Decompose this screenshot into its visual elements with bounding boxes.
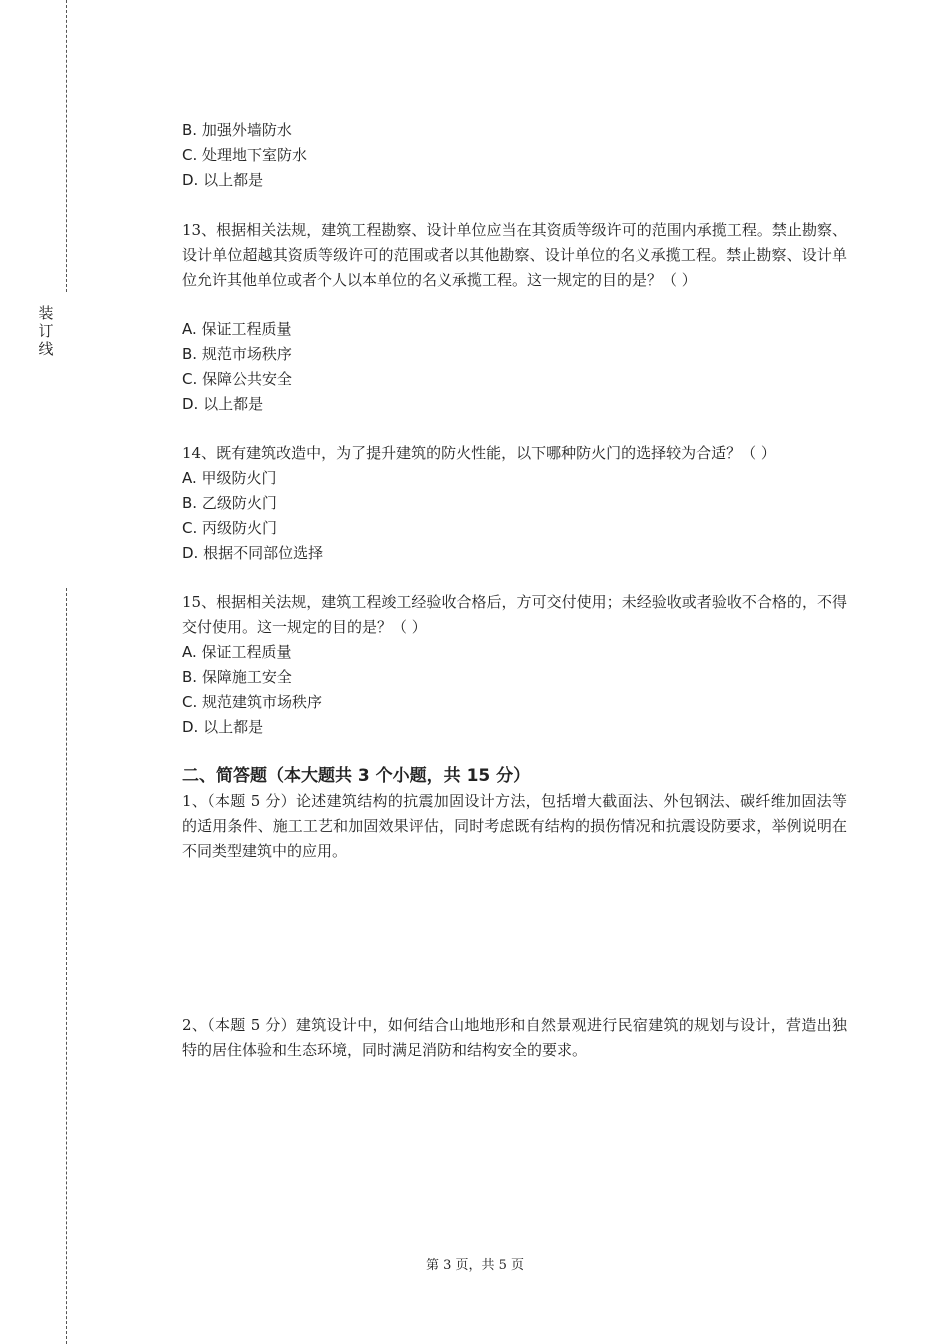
q12-option-d: D. 以上都是 xyxy=(182,171,264,189)
q15-option-c: C. 规范建筑市场秩序 xyxy=(182,693,323,711)
binding-line-bottom xyxy=(66,588,67,1344)
q12-option-b: B. 加强外墙防水 xyxy=(182,121,292,139)
binding-char: 装 xyxy=(38,304,54,322)
q13-option-a: A. 保证工程质量 xyxy=(182,320,292,338)
short-answer-q1: 1、（本题 5 分）论述建筑结构的抗震加固设计方法，包括增大截面法、外包钢法、碳纤维加固法等的适用条件、施工工艺和加固效果评估，同时考虑既有结构的损伤情况和抗震设防要求，举例说明在不同类型建筑中的应用。 xyxy=(182,792,847,860)
page-number: 第 3 页，共 5 页 xyxy=(425,1258,525,1273)
q13-option-d: D. 以上都是 xyxy=(182,395,264,413)
q13-text: 13、根据相关法规，建筑工程勘察、设计单位应当在其资质等级许可的范围内承揽工程。禁止勘察、设计单位超越其资质等级许可的范围或者以其他勘察、设计单位的名义承揽工程。禁止勘察、设计单位允许其他单位或者个人以本单位的名义承揽工程。这一规定的目的是？（ ） xyxy=(182,221,847,289)
binding-char: 线 xyxy=(38,340,54,358)
q15-option-a: A. 保证工程质量 xyxy=(182,643,292,661)
q12-option-c: C. 处理地下室防水 xyxy=(182,146,308,164)
short-answer-q2: 2、（本题 5 分）建筑设计中，如何结合山地地形和自然景观进行民宿建筑的规划与设计，营造出独特的居住体验和生态环境，同时满足消防和结构安全的要求。 xyxy=(182,1016,847,1059)
q15-text: 15、根据相关法规，建筑工程竣工经验收合格后，方可交付使用；未经验收或者验收不合格的，不得交付使用。这一规定的目的是？（ ） xyxy=(182,593,847,636)
q13-option-c: C. 保障公共安全 xyxy=(182,370,293,388)
binding-char: 订 xyxy=(38,322,54,340)
q14-option-c: C. 丙级防火门 xyxy=(182,519,278,537)
q13-option-b: B. 规范市场秩序 xyxy=(182,345,292,363)
binding-label xyxy=(36,304,56,358)
section-title: 二、简答题（本大题共 3 个小题，共 15 分） xyxy=(182,766,531,786)
q15-option-b: B. 保障施工安全 xyxy=(182,668,292,686)
q14-option-a: A. 甲级防火门 xyxy=(182,469,277,487)
q15-option-d: D. 以上都是 xyxy=(182,718,264,736)
q14-option-b: B. 乙级防火门 xyxy=(182,494,277,512)
binding-line-top xyxy=(66,0,67,292)
q14-option-d: D. 根据不同部位选择 xyxy=(182,544,324,562)
q14-text: 14、既有建筑改造中，为了提升建筑的防火性能，以下哪种防火门的选择较为合适？（ ） xyxy=(182,444,776,462)
